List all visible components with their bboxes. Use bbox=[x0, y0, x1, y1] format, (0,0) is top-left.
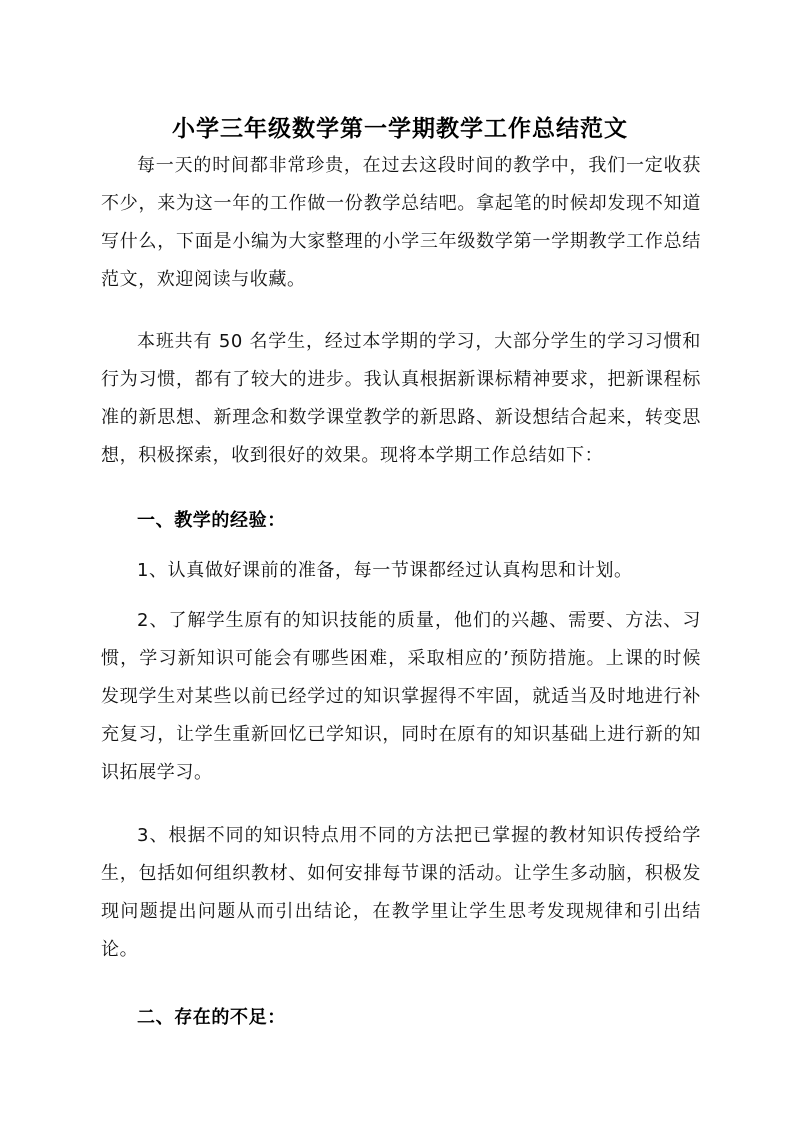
section-heading-experience: 一、教学的经验： bbox=[137, 510, 286, 531]
section-heading-shortcomings: 二、存在的不足： bbox=[137, 1007, 286, 1028]
class-overview-paragraph: 本班共有 50 名学生，经过本学期的学习，大部分学生的学习习惯和行为习惯，都有了较大的进步。我认真根据新课标精神要求，把新课程标准的新思想、新理念和数学课堂教学的新思路、新设想结合起来，转变思想，积极探索，收到很好的效果。现将本学期工作总结如下： bbox=[101, 331, 701, 466]
list-item-1: 1、认真做好课前的准备，每一节课都经过认真构思和计划。 bbox=[137, 560, 633, 581]
list-item-2: 2、了解学生原有的知识技能的质量，他们的兴趣、需要、方法、习惯，学习新知识可能会有哪些困难，采取相应的’预防措施。上课的时候发现学生对某些以前已经学过的知识掌握得不牢固，就适当及时地进行补充复习，让学生重新回忆已学知识，同时在原有的知识基础上进行新的知识拓展学习。 bbox=[101, 610, 701, 783]
list-item-3: 3、根据不同的知识特点用不同的方法把已掌握的教材知识传授给学生，包括如何组织教材、如何安排每节课的活动。让学生多动脑，积极发现问题提出问题从而引出结论，在教学里让学生思考发现规律和引出结论。 bbox=[101, 825, 701, 960]
intro-paragraph: 每一天的时间都非常珍贵，在过去这段时间的教学中，我们一定收获不少，来为这一年的工作做一份教学总结吧。拿起笔的时候却发现不知道写什么，下面是小编为大家整理的小学三年级数学第一学期教学工作总结范文，欢迎阅读与收藏。 bbox=[101, 155, 701, 290]
page-title: 小学三年级数学第一学期教学工作总结范文 bbox=[172, 115, 628, 143]
